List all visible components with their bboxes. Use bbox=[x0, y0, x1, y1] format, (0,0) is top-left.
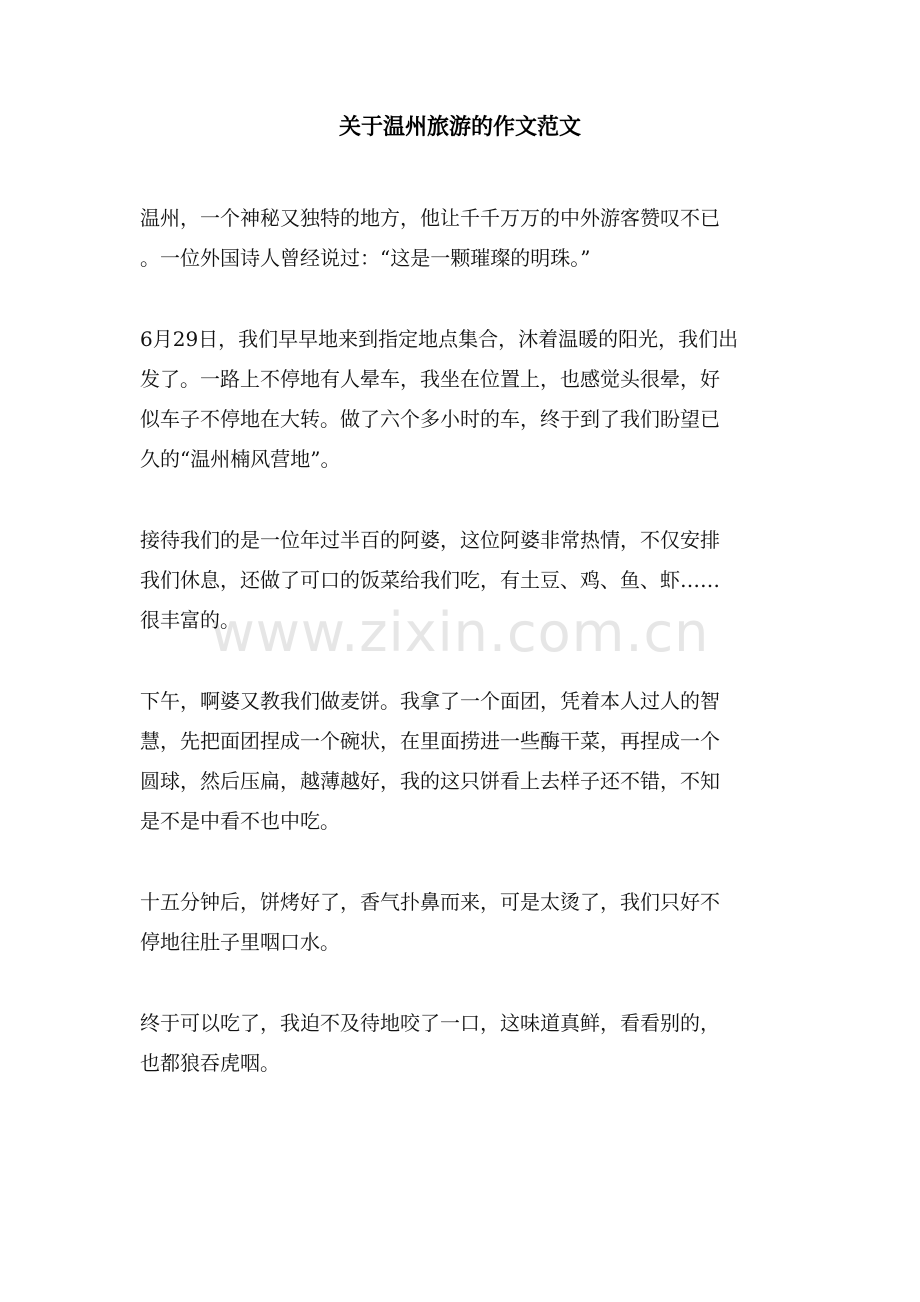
paragraph-line: 下午，啊婆又教我们做麦饼。我拿了一个面团，凭着本人过人的智 bbox=[140, 689, 720, 713]
paragraph-line: 终于可以吃了，我迫不及待地咬了一口，这味道真鲜，看看别的， bbox=[140, 1011, 720, 1035]
document-body bbox=[140, 198, 780, 1124]
paragraph-line: 温州，一个神秘又独特的地方，他让千千万万的中外游客赞叹不已 bbox=[140, 206, 720, 230]
paragraph-line: 发了。一路上不停地有人晕车，我坐在位置上，也感觉头很晕，好 bbox=[140, 367, 720, 391]
paragraph-line: 6月29日，我们早早地来到指定地点集合，沐着温暖的阳光，我们出 bbox=[140, 327, 739, 351]
watermark: www.zixin.com.cn bbox=[210, 601, 710, 664]
paragraph-5 bbox=[140, 882, 780, 962]
paragraph-1 bbox=[140, 198, 780, 278]
paragraph-6 bbox=[140, 1003, 780, 1083]
paragraph-line: 停地往肚子里咽口水。 bbox=[140, 930, 340, 954]
paragraph-line: 似车子不停地在大转。做了六个多小时的车，终于到了我们盼望已 bbox=[140, 407, 720, 431]
paragraph-3 bbox=[140, 520, 780, 640]
paragraph-2 bbox=[140, 319, 780, 479]
document-title: 关于温州旅游的作文范文 bbox=[338, 115, 581, 140]
paragraph-line: 圆球，然后压扁，越薄越好，我的这只饼看上去样子还不错，不知 bbox=[140, 769, 720, 793]
paragraph-line: 我们休息，还做了可口的饭菜给我们吃，有土豆、鸡、鱼、虾…… bbox=[140, 568, 720, 592]
paragraph-line: 十五分钟后，饼烤好了，香气扑鼻而来，可是太烫了，我们只好不 bbox=[140, 890, 720, 914]
paragraph-line: 很丰富的。 bbox=[140, 608, 240, 632]
paragraph-line: 久的“温州楠风营地”。 bbox=[140, 447, 341, 471]
paragraph-line: 是不是中看不也中吃。 bbox=[140, 809, 340, 833]
paragraph-4 bbox=[140, 681, 780, 841]
paragraph-line: 。一位外国诗人曾经说过：“这是一颗璀璨的明珠。” bbox=[140, 246, 591, 270]
paragraph-line: 接待我们的是一位年过半百的阿婆，这位阿婆非常热情，不仅安排 bbox=[140, 528, 720, 552]
paragraph-line: 慧，先把面团捏成一个碗状，在里面捞进一些酶干菜，再捏成一个 bbox=[140, 729, 720, 753]
paragraph-line: 也都狼吞虎咽。 bbox=[140, 1051, 280, 1075]
